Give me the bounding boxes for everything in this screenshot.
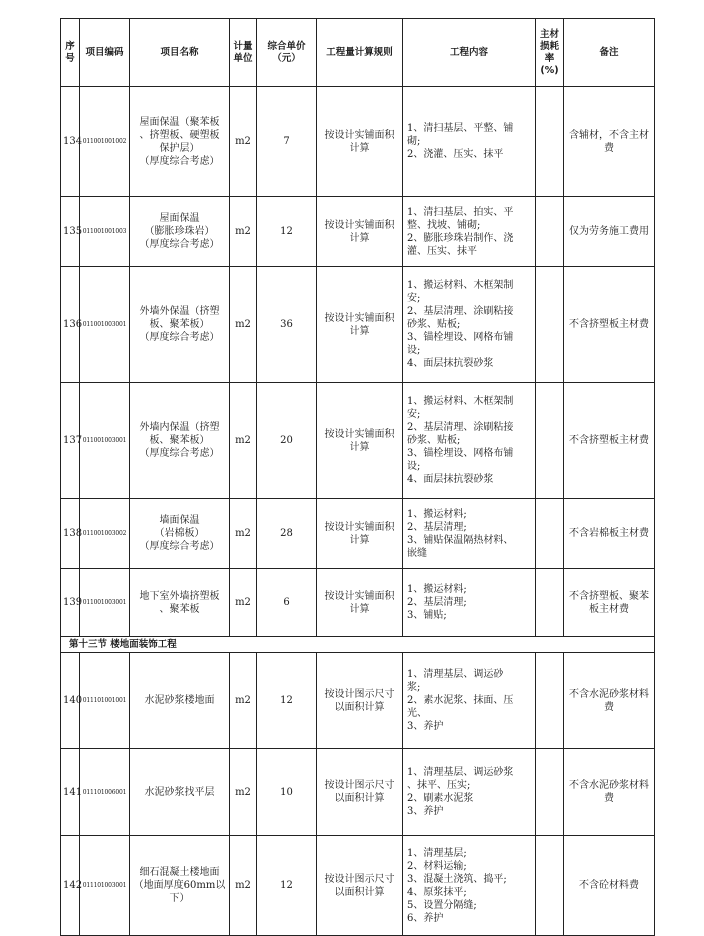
work-content-line: 1、清理基层、调运砂 [407,669,504,680]
work-content-line: 1、搬运材料、木框架制 [407,396,514,407]
work-content-line: 1、清理基层、调运砂浆 [407,767,514,778]
work-content-line: 1、搬运材料; [407,584,467,595]
calc-rule [317,836,403,936]
loss-rate [536,499,564,569]
item-name-line: 屋面保温 [159,213,200,224]
work-content-line: 砂浆、贴板; [407,319,461,330]
work-content-line: 设; [407,345,421,356]
calc-rule-line: 计算 [349,325,370,337]
item-name-line: 板、聚苯板） [149,435,210,446]
loss-rate [536,87,564,197]
table-row [61,499,655,569]
table-row [61,653,655,749]
calc-rule-line: 以面积计算 [334,701,385,713]
header-row [61,19,655,87]
work-content-line: 安; [407,409,421,420]
item-name-line: 屋面保温（聚苯板 [139,116,220,128]
remark: 不含砼材料费 [564,836,655,936]
calc-rule-line: 按设计实铺面积 [324,219,395,231]
work-content [403,197,536,267]
remark: 不含挤塑板主材费 [564,267,655,383]
calc-rule [317,749,403,836]
work-content-line: 6、养护 [407,912,444,924]
item-code: 011001003002 [80,499,130,569]
item-name-line: 细石混凝土楼地面 [139,867,220,878]
unit-price: 12 [257,836,317,936]
work-content-line: 2、浇灌、压实、抹平 [407,149,504,160]
work-content-line: 1、搬运材料、木框架制 [407,280,514,291]
calc-rule-line: 按设计实铺面积 [324,590,395,602]
unit-price: 28 [257,499,317,569]
calc-rule-line: 按设计图示尺寸 [324,688,395,700]
item-name [130,197,230,267]
item-name [130,569,230,637]
work-content-line: 2、基层清理; [407,597,467,608]
item-name [130,87,230,197]
work-content-line: 、抹平、压实; [407,780,471,791]
work-content-line: 2、基层清理、涂刷粘接 [407,422,514,433]
quota-table [60,18,655,936]
loss-rate [536,836,564,936]
calc-rule-line: 计算 [349,142,370,154]
calc-rule [317,267,403,383]
work-content-line: 砌; [407,136,421,147]
header-content: 工程内容 [403,19,536,87]
work-content-line: 2、膨胀珍珠岩制作、浇 [407,232,514,244]
work-content [403,267,536,383]
work-content [403,87,536,197]
table-row [61,87,655,197]
item-name-line: （厚度综合考虑） [139,448,220,459]
item-name-line: （厚度综合考虑） [139,541,220,552]
unit: m2 [230,836,257,936]
item-code: 011101001001 [80,653,130,749]
quota-table-page [60,18,654,936]
item-code: 011101003001 [80,836,130,936]
row-number: 140 [61,653,80,749]
remark: 含辅材，不含主材费 [564,87,655,197]
work-content-line: 4、面层抹抗裂砂浆 [407,358,494,369]
work-content-line: 1、清理基层; [407,847,467,859]
work-content [403,499,536,569]
loss-rate [536,653,564,749]
remark: 不含水泥砂浆材料费 [564,749,655,836]
work-content [403,653,536,749]
item-code: 011101006001 [80,749,130,836]
loss-rate [536,267,564,383]
work-content-line: 整、找坡、铺砌; [407,219,481,231]
calc-rule-line: 按设计实铺面积 [324,129,395,141]
work-content-line: 2、素水泥浆、抹面、压 [407,695,514,706]
remark: 仅为劳务施工费用 [564,197,655,267]
item-name-line: （厚度综合考虑） [139,239,220,250]
remark: 不含挤塑板、聚苯板主材费 [564,569,655,637]
item-name [130,653,230,749]
work-content-line: 5、设置分隔缝; [407,899,477,911]
item-name-line: 保护层） [159,142,200,154]
unit: m2 [230,87,257,197]
item-name-line: （膨胀珍珠岩） [144,226,215,237]
unit: m2 [230,499,257,569]
item-name-line: 外墙外保温（挤塑 [139,306,220,317]
unit: m2 [230,653,257,749]
item-code: 011001003001 [80,267,130,383]
work-content-line: 1、清扫基层、拍实、平 [407,206,514,218]
work-content-line: 灌、压实、抹平 [407,245,477,257]
item-name-line: 水泥砂浆找平层 [144,786,215,798]
header-remark: 备注 [564,19,655,87]
work-content [403,749,536,836]
header-unit: 计量单位 [230,19,257,87]
work-content-line: 2、基层清理; [407,521,467,533]
work-content-line: 4、面层抹抗裂砂浆 [407,474,494,485]
item-name-line: 墙面保温 [159,515,200,526]
item-code: 011001003001 [80,569,130,637]
table-row [61,267,655,383]
row-number: 138 [61,499,80,569]
item-name-line: （岩棉板） [154,528,205,539]
row-number: 137 [61,383,80,499]
unit: m2 [230,197,257,267]
header-name: 项目名称 [130,19,230,87]
calc-rule-line: 计算 [349,441,370,453]
work-content-line: 3、锚栓埋设、网格布铺 [407,332,514,343]
item-name-line: （地面厚度60mm以 [133,880,226,891]
table-row [61,383,655,499]
work-content [403,383,536,499]
work-content-line: 设; [407,461,421,472]
calc-rule [317,499,403,569]
item-name-line: 水泥砂浆楼地面 [144,695,215,706]
table-body-part2 [61,653,655,936]
row-number: 134 [61,87,80,197]
calc-rule-line: 计算 [349,232,370,244]
work-content [403,836,536,936]
unit-price: 20 [257,383,317,499]
calc-rule-line: 以面积计算 [334,886,385,898]
item-name [130,749,230,836]
work-content-line: 3、养护 [407,806,444,817]
item-code: 011001001003 [80,197,130,267]
work-content-line: 3、锚栓埋设、网格布铺 [407,448,514,459]
calc-rule [317,87,403,197]
calc-rule-line: 按设计实铺面积 [324,312,395,324]
work-content-line: 4、原浆抹平; [407,886,467,898]
calc-rule-line: 计算 [349,603,370,615]
table-row [61,569,655,637]
item-name-line: 外墙内保温（挤塑 [139,422,220,433]
work-content-line: 1、清扫基层、平整、铺 [407,123,514,134]
work-content-line: 3、养护 [407,721,444,732]
work-content-line: 2、基层清理、涂刷粘接 [407,306,514,317]
section-row [61,637,655,653]
calc-rule [317,197,403,267]
work-content-line: 3、混凝土浇筑、捣平; [407,873,507,885]
work-content-line: 2、刷素水泥浆 [407,793,474,804]
item-name-line: （厚度综合考虑） [139,155,220,167]
calc-rule [317,653,403,749]
calc-rule-line: 计算 [349,534,370,546]
loss-rate [536,749,564,836]
work-content-line: 浆; [407,682,421,693]
table-body-part1 [61,87,655,637]
unit: m2 [230,569,257,637]
work-content-line: 光、 [407,708,427,719]
item-code: 011001003001 [80,383,130,499]
unit-price: 7 [257,87,317,197]
row-number: 139 [61,569,80,637]
header-rule: 工程量计算规则 [317,19,403,87]
calc-rule-line: 以面积计算 [334,793,385,804]
header-price: 综合单价（元） [257,19,317,87]
row-number: 135 [61,197,80,267]
unit: m2 [230,383,257,499]
row-number: 142 [61,836,80,936]
calc-rule-line: 按设计图示尺寸 [324,873,395,885]
work-content-line: 2、材料运输; [407,860,467,872]
item-name-line: 、挤塑板、硬塑板 [139,129,220,141]
remark: 不含挤塑板主材费 [564,383,655,499]
item-name-line: 、聚苯板 [159,603,200,615]
unit-price: 6 [257,569,317,637]
work-content-line: 3、铺贴保温隔热材料、 [407,534,514,546]
calc-rule [317,383,403,499]
loss-rate [536,383,564,499]
remark: 不含岩棉板主材费 [564,499,655,569]
table-row [61,197,655,267]
item-name [130,836,230,936]
item-name [130,499,230,569]
section-row-group [61,637,655,653]
item-name-line: 板、聚苯板） [149,319,210,330]
calc-rule-line: 按设计实铺面积 [324,521,395,533]
work-content-line: 安; [407,293,421,304]
header-loss: 主材损耗率(%) [536,19,564,87]
row-number: 136 [61,267,80,383]
calc-rule [317,569,403,637]
header-code: 项目编码 [80,19,130,87]
item-name [130,267,230,383]
remark: 不含水泥砂浆材料费 [564,653,655,749]
loss-rate [536,569,564,637]
loss-rate [536,197,564,267]
section-title: 第十三节 楼地面装饰工程 [61,637,655,653]
work-content-line: 1、搬运材料; [407,508,467,520]
item-name-line: 下） [169,893,190,904]
header-no: 序号 [61,19,80,87]
work-content [403,569,536,637]
item-name-line: （厚度综合考虑） [139,332,220,343]
work-content-line: 嵌缝 [407,547,427,559]
item-name [130,383,230,499]
table-row [61,749,655,836]
unit-price: 10 [257,749,317,836]
unit-price: 12 [257,653,317,749]
table-row [61,836,655,936]
work-content-line: 3、铺贴; [407,610,447,621]
row-number: 141 [61,749,80,836]
unit-price: 12 [257,197,317,267]
calc-rule-line: 按设计实铺面积 [324,428,395,440]
unit: m2 [230,267,257,383]
calc-rule-line: 按设计图示尺寸 [324,780,395,791]
unit: m2 [230,749,257,836]
item-code: 011001001002 [80,87,130,197]
item-name-line: 地下室外墙挤塑板 [139,590,220,602]
unit-price: 36 [257,267,317,383]
work-content-line: 砂浆、贴板; [407,435,461,446]
